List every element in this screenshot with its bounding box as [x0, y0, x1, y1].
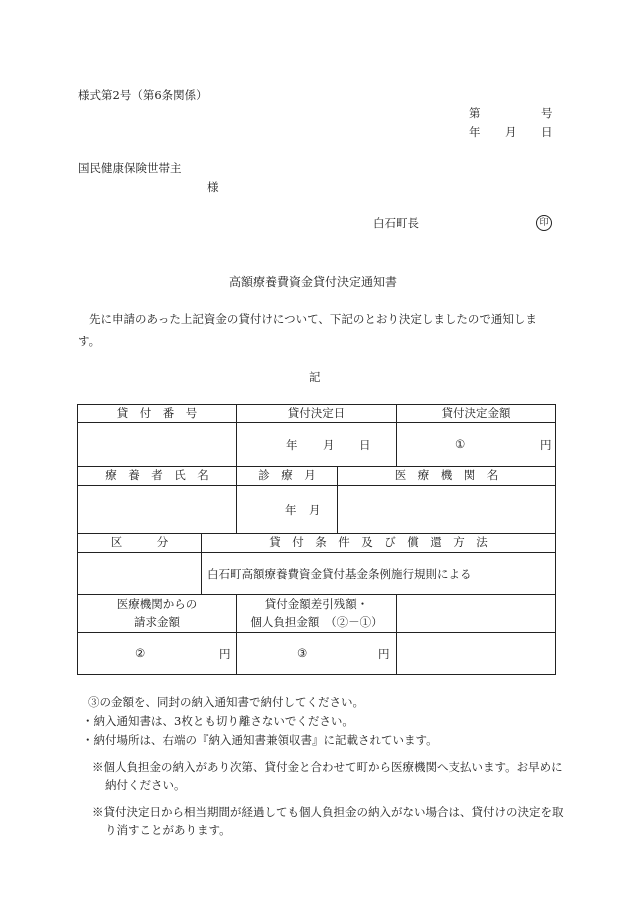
- note-payment-to-hospital: ※個人負担金の納入があり次第、貸付金と合わせて町から医療機関へ支払います。お早めに納付ください。: [92, 760, 563, 792]
- header-medical-institution: 医 療 機 関 名: [394, 468, 499, 483]
- header-category: 区 分: [110, 535, 169, 550]
- number-go: 号: [541, 106, 553, 120]
- treatment-year-label: 年: [285, 503, 297, 517]
- decision-day-label: 日: [359, 438, 371, 452]
- ki-heading: 記: [309, 370, 321, 384]
- decision-year-label: 年: [286, 438, 298, 452]
- body-paragraph: 先に申請のあった上記資金の貸付けについて、下記のとおり決定しましたので通知します。: [78, 312, 537, 348]
- loan-conditions-value: 白石町高額療養費資金貸付基金条例施行規則による: [207, 567, 472, 581]
- note-do-not-separate: ・納入通知書は、3枚とも切り離さないでください。: [82, 714, 354, 728]
- official-seal-mark: 印: [536, 215, 552, 231]
- header-personal-burden-line2: 個人負担金額 （②－①）: [250, 614, 383, 629]
- header-personal-burden-line1: 貸付金額差引残額・: [264, 596, 369, 611]
- header-decision-date: 貸付決定日: [287, 405, 346, 420]
- header-personal-burden: [237, 595, 396, 632]
- header-decision-amount: 貸付決定金額: [441, 405, 511, 420]
- header-patient-name: 療 養 者 氏 名: [105, 468, 209, 483]
- burden-yen-label: 円: [378, 647, 390, 661]
- date-day-label: 日: [541, 125, 553, 139]
- treatment-month-label: 月: [309, 503, 321, 517]
- date-month-label: 月: [505, 125, 517, 139]
- circle-two-mark: ②: [135, 646, 146, 660]
- number-dai: 第: [469, 106, 481, 120]
- issuer-name: 白石町長: [373, 216, 419, 230]
- addressee-honorific: 様: [207, 180, 219, 194]
- note-pay-with-notice: ③の金額を、同封の納入通知書で納付してください。: [88, 695, 364, 709]
- decision-yen-label: 円: [540, 438, 552, 452]
- claim-yen-label: 円: [219, 647, 231, 661]
- header-treatment-month: 診 療 月: [258, 468, 316, 483]
- header-loan-conditions: 貸 付 条 件 及 び 償 還 方 法: [269, 535, 488, 550]
- date-year-label: 年: [469, 125, 481, 139]
- form-label: 様式第2号（第6条関係）: [78, 88, 208, 102]
- circle-one-mark: ①: [455, 437, 466, 451]
- header-claim-amount: [78, 595, 236, 632]
- note-payment-location: ・納付場所は、右端の『納入通知書兼領収書』に記載されています。: [82, 733, 438, 747]
- header-loan-number: 貸 付 番 号: [116, 405, 198, 420]
- header-claim-amount-line1: 医療機関からの: [116, 596, 198, 611]
- document-title: 高額療養費資金貸付決定通知書: [229, 275, 398, 289]
- note-cancellation: ※貸付決定日から相当期間が経過しても個人負担金の納入がない場合は、貸付けの決定を取り消すことがあります。: [92, 805, 564, 837]
- decision-month-label: 月: [323, 438, 335, 452]
- circle-three-mark: ③: [297, 646, 308, 660]
- addressee-line: 国民健康保険世帯主: [78, 161, 182, 175]
- header-claim-amount-line2: 請求金額: [134, 614, 180, 629]
